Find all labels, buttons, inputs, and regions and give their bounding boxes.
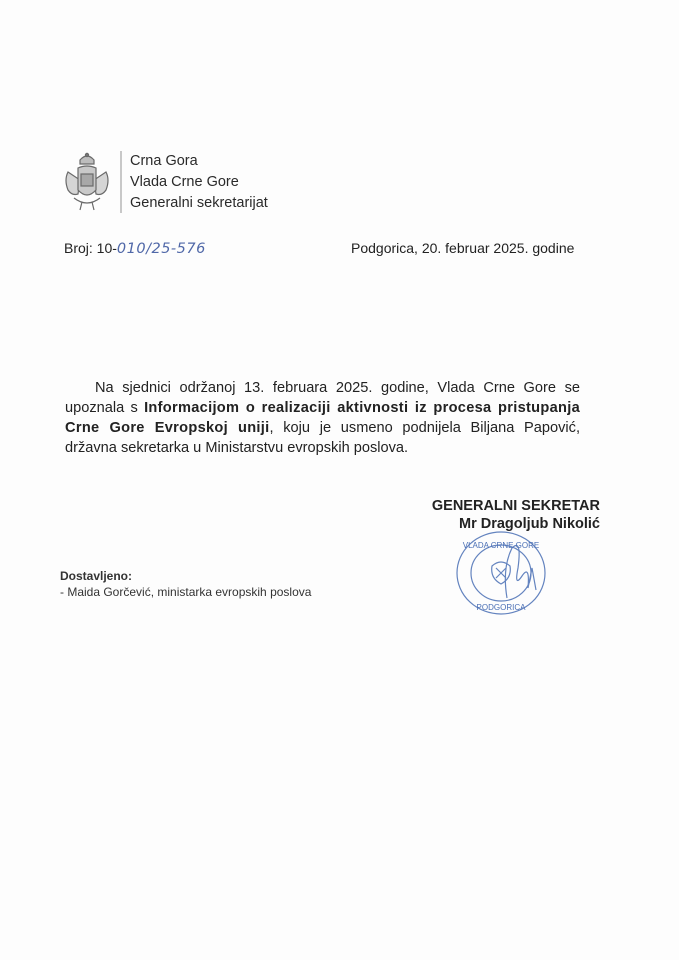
delivered-label: Dostavljeno: — [60, 569, 133, 583]
department-name: Generalni sekretarijat — [130, 195, 268, 211]
body-text-bold: Informacijom o realizaciji aktivnosti iz procesa pristupanja Crne Gore Evropskoj uniji — [65, 400, 580, 436]
place-date: Podgorica, 20. februar 2025. godine — [351, 240, 575, 256]
reference-label: Broj: 10- — [64, 240, 117, 256]
government-name: Vlada Crne Gore — [130, 174, 239, 190]
body-text-part1: Na sjednici održanoj 13. februara 2025. godine, Vlada Crne Gore se upoznala s — [65, 380, 580, 416]
svg-text:PODGORICA: PODGORICA — [476, 603, 526, 612]
body-text-part2: , koju je usmeno podnijela Biljana Papović, državna sekretarka u Ministarstvu evropskih poslova. — [65, 420, 581, 456]
official-stamp-icon — [452, 528, 550, 618]
body-paragraph — [65, 378, 580, 458]
country-name: Crna Gora — [130, 153, 198, 169]
signatory-title: GENERALNI SEKRETAR — [431, 498, 600, 514]
header-divider — [120, 151, 122, 213]
delivered-item: - Maida Gorčević, ministarka evropskih poslova — [60, 585, 312, 599]
montenegro-coat-of-arms-icon — [60, 150, 114, 214]
reference-number — [64, 240, 206, 257]
signatory-name: Mr Dragoljub Nikolić — [459, 516, 600, 532]
delivered-to — [60, 568, 311, 600]
letterhead — [60, 150, 268, 214]
handwritten-reference: 010/25-576 — [116, 241, 206, 257]
svg-text:VLADA CRNE GORE: VLADA CRNE GORE — [462, 541, 540, 550]
